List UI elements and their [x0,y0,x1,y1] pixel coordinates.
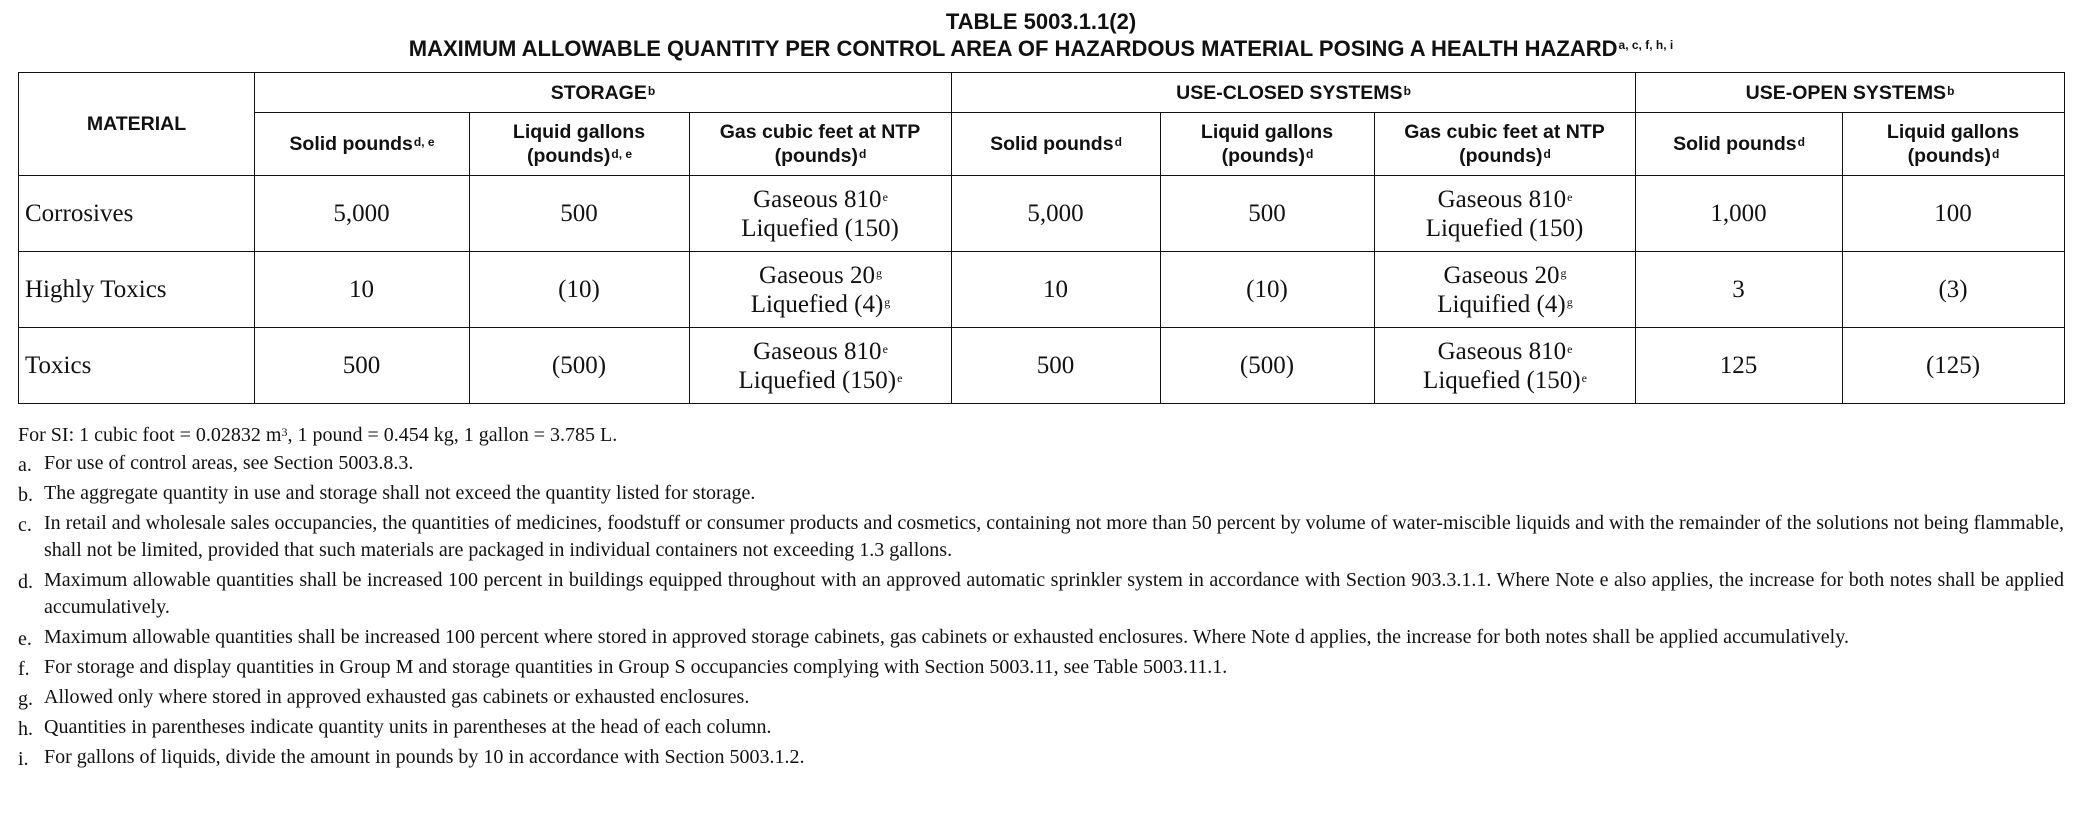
table-caption-footnote-refs: a, c, f, h, i [1618,38,1674,52]
column-header: Liquid gallons (pounds)$^d$ [1161,113,1375,176]
table-number: TABLE 5003.1.1(2) [945,9,1137,34]
header-group-use-open: USE-OPEN SYSTEMS$^b$ [1636,73,2065,113]
header-group-row [19,73,2065,113]
footnote-text: In retail and wholesale sales occupancies, the quantities of medicines, foodstuff or consumer products and cosmetics, containing not more than 50 percent by volume of water-miscible liquids and with the remainder of the solutions not being flammable, shall not be limited, provided that such materials are packaged in individual containers not exceeding 1.3 gallons. [44,512,2064,561]
quantity-cell: 125 [1636,328,1843,404]
footnote-item [18,744,2064,774]
column-header: Solid pounds$^d$ [952,113,1161,176]
quantity-cell: 500 [1161,176,1375,252]
footnote-item [18,567,2064,624]
footnote-item [18,654,2064,684]
footnote-key: g. [18,688,33,710]
quantity-cell: Gaseous 810e Liquefied (150) [1375,176,1636,252]
footnote-text: Maximum allowable quantities shall be increased 100 percent where stored in approved storage cabinets, gas cabinets or exhausted enclosures. Where Note d applies, the increase for both notes shall be applied accumulatively. [44,626,1849,648]
quantity-cell: Gaseous 20$^g$ Liquified $(4)^g$ [1375,252,1636,328]
footnote-text: Allowed only where stored in approved exhausted gas cabinets or exhausted enclosures. [44,686,750,708]
column-header: Solid pounds$^{d, e}$ [255,113,470,176]
footnote-item [18,450,2064,480]
footnote-item [18,480,2064,510]
quantity-cell: (500) [470,328,690,404]
quantity-cell: (500) [1161,328,1375,404]
column-header: Liquid gallons (pounds)$^d$ [1843,113,2065,176]
quantity-cell: 500 [470,176,690,252]
footnote-text: Maximum allowable quantities shall be increased 100 percent in buildings equipped throughout with an approved automatic sprinkler system in accordance with Section 903.3.1.1. Where Note e also applies, the increase for both notes shall be applied accumulatively. [44,569,2064,618]
quantity-cell: 1,000 [1636,176,1843,252]
quantity-cell: Gaseous 810e Liquefied $(150)^e$ [690,328,952,404]
table-caption-text: MAXIMUM ALLOWABLE QUANTITY PER CONTROL AREA OF HAZARDOUS MATERIAL POSING A HEALTH HAZARD [408,36,1618,61]
footnote-text: For storage and display quantities in Group M and storage quantities in Group S occupancies complying with Section 5003.11, see Table 5003.11.1. [44,656,1228,678]
quantity-cell: 3 [1636,252,1843,328]
footnote-item [18,714,2064,744]
footnote-item [18,684,2064,714]
header-material: MATERIAL [19,73,255,176]
quantity-cell: 5,000 [952,176,1161,252]
quantity-cell: 500 [255,328,470,404]
footnote-item [18,624,2064,654]
quantity-cell: Gaseous 810e Liquefied $(150)^e$ [1375,328,1636,404]
table-caption [18,35,2064,62]
header-column-row [19,113,2065,176]
quantity-cell: 10 [952,252,1161,328]
table-row [19,176,2065,252]
quantity-cell: 5,000 [255,176,470,252]
table-row [19,252,2065,328]
quantity-cell: 500 [952,328,1161,404]
quantity-cell: (3) [1843,252,2065,328]
footnote-key: b. [18,484,33,506]
footnote-key: f. [18,658,30,680]
hazard-quantity-table [18,72,2065,404]
quantity-cell: (10) [470,252,690,328]
column-header: Gas cubic feet at NTP (pounds)$^d$ [690,113,952,176]
column-header: Liquid gallons (pounds)$^{d, e}$ [470,113,690,176]
material-cell: Toxics [19,328,255,404]
quantity-cell: Gaseous 20$^g$ Liquefied $(4)^g$ [690,252,952,328]
quantity-cell: 100 [1843,176,2065,252]
column-header: Solid pounds$^d$ [1636,113,1843,176]
document-page [18,8,2064,774]
footnote-text: Quantities in parentheses indicate quantity units in parentheses at the head of each column. [44,716,772,738]
footnotes [18,420,2064,774]
footnote-text: For use of control areas, see Section 5003.8.3. [44,452,414,474]
table-body [19,176,2065,404]
si-conversion-note: For SI: 1 cubic foot = 0.02832 $m^3$, 1 pound = 0.454 kg, 1 gallon = 3.785 L. [18,424,618,446]
footnote-key: c. [18,514,32,536]
table-title [18,8,2064,62]
footnote-key: i. [18,748,29,770]
quantity-cell: 10 [255,252,470,328]
footnote-text: For gallons of liquids, divide the amount in pounds by 10 in accordance with Section 5003.1.2. [44,746,805,768]
quantity-cell: (10) [1161,252,1375,328]
footnote-text: The aggregate quantity in use and storage shall not exceed the quantity listed for storage. [44,482,756,504]
material-cell: Corrosives [19,176,255,252]
footnote-key: a. [18,454,32,476]
header-group-use-closed: USE-CLOSED SYSTEMS$^b$ [952,73,1636,113]
footnote-key: d. [18,571,33,593]
footnote-key: h. [18,718,33,740]
footnote-list [18,450,2064,774]
material-cell: Highly Toxics [19,252,255,328]
table-row [19,328,2065,404]
footnote-key: e. [18,628,32,650]
footnote-item [18,510,2064,567]
column-header: Gas cubic feet at NTP (pounds)$^d$ [1375,113,1636,176]
quantity-cell: Gaseous 810e Liquefied (150) [690,176,952,252]
quantity-cell: (125) [1843,328,2065,404]
header-group-storage: STORAGE$^b$ [255,73,952,113]
